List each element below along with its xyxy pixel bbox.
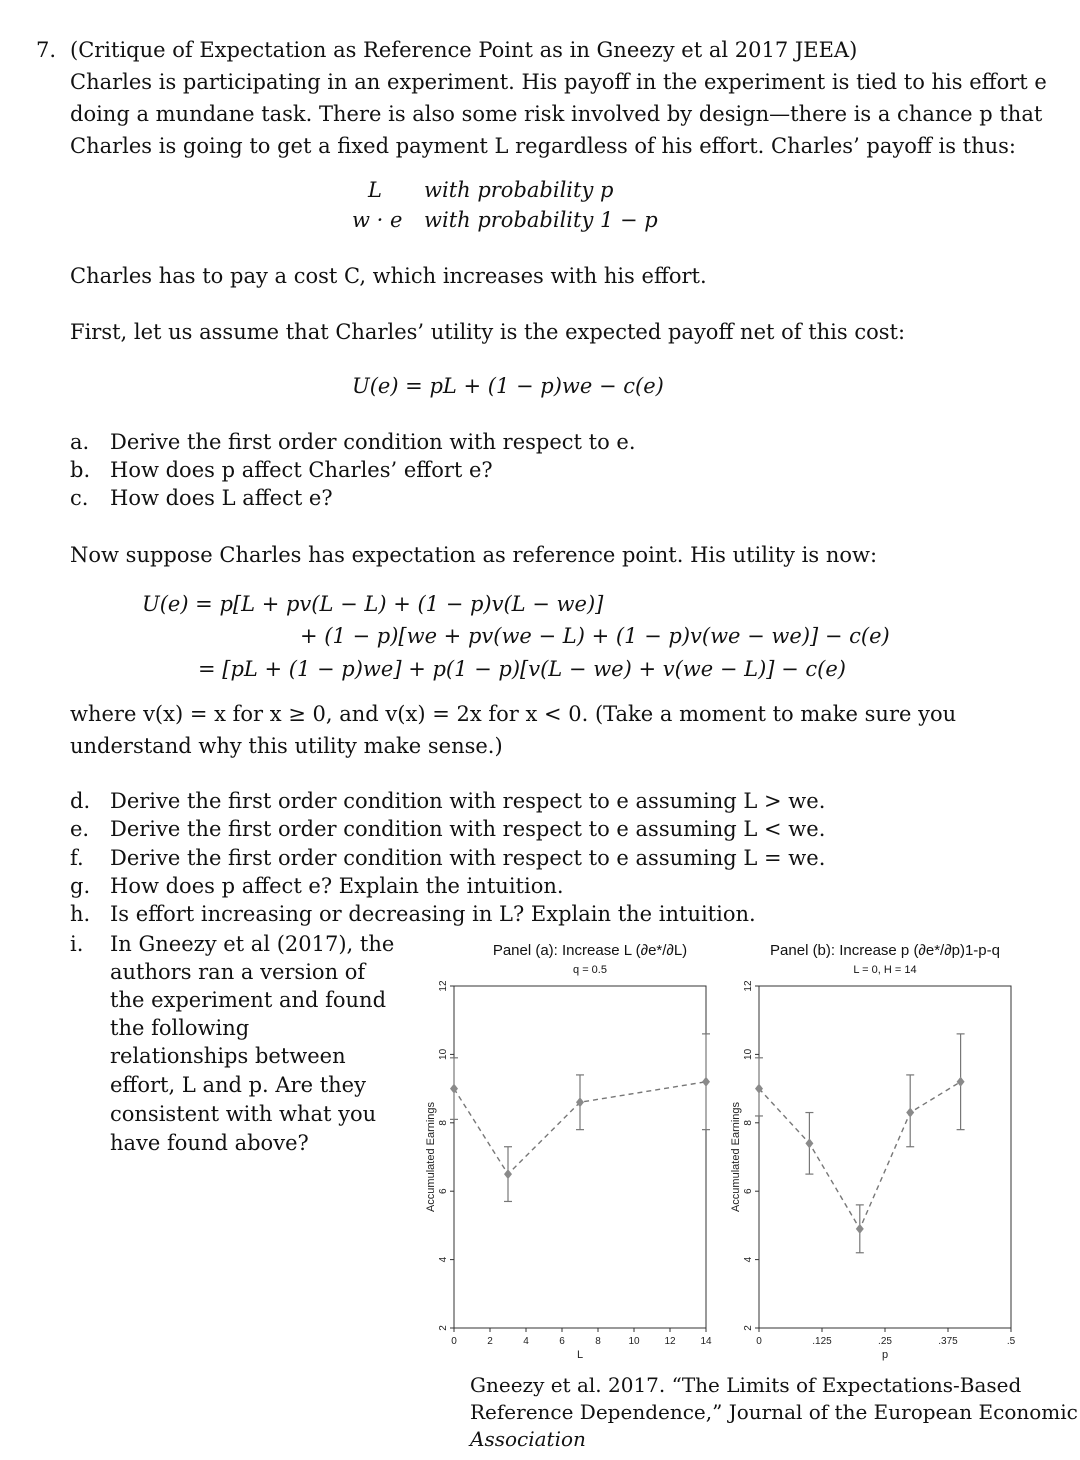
question-h-text: Is effort increasing or decreasing in L? Explain the intuition. [110, 902, 756, 926]
intro-line-3: Charles is going to get a fixed payment L regardless of his effort. Charles’ payoff is thus: [70, 134, 1017, 158]
y-tick-label: 10 [743, 1048, 754, 1060]
question-a-marker: a. [70, 430, 90, 454]
question-g-marker: g. [70, 874, 91, 898]
y-tick-label: 4 [743, 1256, 754, 1263]
question-b-text: How does p affect Charles’ effort e? [110, 458, 493, 482]
ref-equation-line-2: + (1 − p)[we + pv(we − L) + (1 − p)v(we − we)] − c(e) [300, 624, 890, 648]
question-i-line: authors ran a version of [110, 960, 366, 984]
question-i-line: effort, L and p. Are they [110, 1073, 366, 1097]
chart-panel-a [420, 976, 720, 1366]
x-tick-label: 14 [700, 1336, 712, 1347]
panel-a-subtitle: q = 0.5 [573, 964, 607, 976]
problem-title: (Critique of Expectation as Reference Point as in Gneezy et al 2017 JEEA) [70, 38, 858, 62]
data-point [504, 1169, 512, 1179]
y-tick-label: 10 [438, 1048, 449, 1060]
question-g-text: How does p affect e? Explain the intuition. [110, 874, 564, 898]
x-tick-label: 6 [559, 1336, 565, 1347]
y-tick-label: 8 [438, 1120, 449, 1126]
question-h-marker: h. [70, 902, 91, 926]
x-tick-label: 10 [628, 1336, 640, 1347]
y-tick-label: 2 [438, 1325, 449, 1331]
utility-equation: U(e) = pL + (1 − p)we − c(e) [352, 374, 664, 398]
intro-line-2: doing a mundane task. There is also some risk involved by design—there is a chance p that [70, 102, 1043, 126]
ref-equation-line-3: = [pL + (1 − p)we] + p(1 − p)[v(L − we) + v(we − L)] − c(e) [198, 657, 846, 681]
question-f-marker: f. [70, 846, 84, 870]
data-point [702, 1077, 710, 1087]
y-tick-label: 6 [438, 1188, 449, 1194]
cost-text: Charles has to pay a cost C, which increases with his effort. [70, 264, 707, 288]
x-tick-label: 0 [756, 1336, 762, 1347]
payoff-row1-prob: with probability p [424, 178, 614, 202]
x-tick-label: .5 [1006, 1336, 1016, 1347]
question-i-line: the experiment and found [110, 988, 387, 1012]
x-tick-label: .25 [878, 1336, 892, 1347]
question-i-line: the following [110, 1016, 250, 1040]
x-tick-label: 8 [595, 1336, 601, 1347]
x-tick-label: 4 [523, 1336, 529, 1347]
citation-line-1: Gneezy et al. 2017. “The Limits of Expectations-Based [470, 1373, 1022, 1397]
payoff-row2-prob: with probability 1 − p [424, 208, 658, 232]
question-i-line: have found above? [110, 1131, 309, 1155]
citation-line-3: Association [470, 1427, 586, 1451]
x-tick-label: .375 [938, 1336, 958, 1347]
x-tick-label: 0 [451, 1336, 457, 1347]
y-tick-label: 12 [743, 980, 754, 992]
y-tick-label: 2 [743, 1325, 754, 1331]
x-axis-label: L [576, 1349, 584, 1361]
problem-number: 7. [36, 38, 57, 62]
question-c-marker: c. [70, 486, 89, 510]
question-d-text: Derive the first order condition with respect to e assuming L > we. [110, 789, 826, 813]
x-tick-label: 2 [487, 1336, 493, 1347]
payoff-row2-value: w · e [352, 208, 403, 232]
panel-a-title: Panel (a): Increase L (∂e*/∂L) [492, 942, 688, 959]
y-axis-label: Accumulated Earnings [425, 1101, 437, 1213]
data-point [906, 1108, 914, 1118]
y-tick-label: 4 [438, 1256, 449, 1263]
first-assumption-text: First, let us assume that Charles’ utility is the expected payoff net of this cost: [70, 320, 906, 344]
question-e-marker: e. [70, 817, 90, 841]
question-f-text: Derive the first order condition with respect to e assuming L = we. [110, 846, 826, 870]
question-i-marker: i. [70, 932, 84, 956]
y-tick-label: 6 [743, 1188, 754, 1194]
question-a-text: Derive the first order condition with respect to e. [110, 430, 636, 454]
x-tick-label: 12 [664, 1336, 676, 1347]
data-point [805, 1138, 813, 1148]
ref-equation-line-1: U(e) = p[L + pv(L − L) + (1 − p)v(L − we)] [142, 592, 604, 616]
data-point [856, 1224, 864, 1234]
y-tick-label: 12 [438, 980, 449, 992]
y-tick-label: 8 [743, 1120, 754, 1126]
where-line-2: understand why this utility make sense.) [70, 734, 503, 758]
intro-line-1: Charles is participating in an experiment. His payoff in the experiment is tied to his effort e [70, 70, 1047, 94]
plot-frame [454, 986, 706, 1328]
question-i-line: consistent with what you [110, 1102, 377, 1126]
panel-b-subtitle: L = 0, H = 14 [853, 964, 917, 976]
question-i-line: In Gneezy et al (2017), the [110, 932, 395, 956]
question-i-line: relationships between [110, 1044, 346, 1068]
plot-frame [759, 986, 1011, 1328]
question-c-text: How does L affect e? [110, 486, 333, 510]
data-point [957, 1077, 965, 1087]
y-axis-label: Accumulated Earnings [730, 1101, 742, 1213]
question-e-text: Derive the first order condition with respect to e assuming L < we. [110, 817, 826, 841]
payoff-row1-value: L [368, 178, 382, 202]
chart-panel-b [725, 976, 1025, 1366]
panel-b-title: Panel (b): Increase p (∂e*/∂p)1-p-q [770, 942, 1000, 959]
citation-line-2: Reference Dependence,” Journal of the European Economic [470, 1400, 1078, 1424]
where-line-1: where v(x) = x for x ≥ 0, and v(x) = 2x for x < 0. (Take a moment to make sure you [70, 702, 957, 726]
question-d-marker: d. [70, 789, 91, 813]
x-tick-label: .125 [812, 1336, 832, 1347]
x-axis-label: p [881, 1349, 889, 1361]
reference-intro: Now suppose Charles has expectation as reference point. His utility is now: [70, 543, 878, 567]
question-b-marker: b. [70, 458, 91, 482]
